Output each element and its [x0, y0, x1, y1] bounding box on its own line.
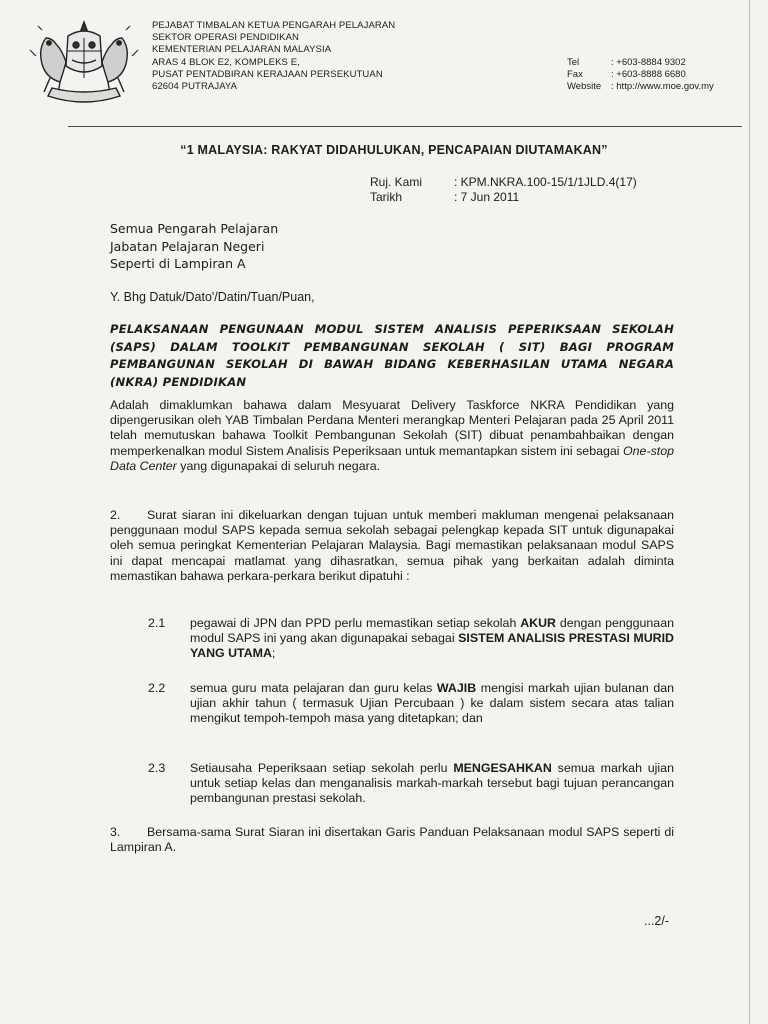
list-item: [148, 616, 674, 662]
address-line: PEJABAT TIMBALAN KETUA PENGARAH PELAJARAN: [152, 20, 396, 31]
item-text-part: Setiausaha Peperiksaan setiap sekolah perlu: [190, 761, 448, 775]
item-number: 2.1: [148, 616, 166, 630]
addressee-line: Seperti di Lampiran A: [110, 256, 246, 271]
paragraph-number: 2.: [110, 508, 121, 522]
date-value: : 7 Jun 2011: [454, 190, 520, 204]
date-row: [370, 190, 637, 205]
reference-number: : KPM.NKRA.100-15/1/1JLD.4(17): [454, 175, 637, 189]
address-line: ARAS 4 BLOK E2, KOMPLEKS E,: [152, 56, 300, 68]
paragraph-text: yang digunapakai di seluruh negara.: [180, 458, 381, 473]
item-number: 2.2: [148, 681, 166, 695]
contact-fax: [567, 69, 714, 81]
item-emphasis: WAJIB: [436, 681, 477, 695]
item-text-part: mengisi markah ujian bulanan dan ujian akhir tahun ( termasuk Ujian Percubaan ) ke dalam sistem secara atas talian mengikut tempoh-tempoh masa yang ditetapkan; dan: [190, 681, 674, 726]
item-text: [190, 681, 674, 727]
item-text-part: semua markah ujian untuk setiap kelas dan menganalisis markah-markah tersebut bagi tujuan perancangan pembangunan prestasi sekolah.: [190, 761, 674, 806]
reference-label: Ruj. Kami: [370, 175, 423, 189]
paragraph-text: Bersama-sama Surat Siaran ini disertakan Garis Panduan Pelaksanaan modul SAPS seperti di Lampiran A.: [110, 825, 674, 855]
letterhead-address: [152, 20, 395, 93]
paragraph-1: [110, 398, 674, 474]
address-line: 62604 PUTRAJAYA: [152, 81, 238, 93]
salutation: Y. Bhg Datuk/Dato'/Datin/Tuan/Puan,: [110, 290, 315, 304]
item-text-part: ;: [271, 646, 276, 661]
address-line: KEMENTERIAN PELAJARAN MALAYSIA: [152, 44, 332, 56]
item-text: [190, 761, 674, 807]
motto-text: “1 MALAYSIA: RAKYAT DIDAHULUKAN, PENCAPAIAN DIUTAMAKAN”: [180, 143, 608, 157]
contact-label: Website: [567, 81, 602, 93]
paragraph-text: Surat siaran ini dikeluarkan dengan tujuan untuk memberi makluman mengenai pelaksanaan penggunaan modul SAPS kepada semua sekolah sebagai pelengkap kepada SIT untuk digunapakai oleh semua peringkat Kementerian Pelajaran Malaysia. Bagi memastikan pelaksanaan modul SAPS ini dapat mencapai matlamat yang dihasratkan, semua pihak yang berkaitan adalah diminta memastikan bahawa perkara-perkara berikut dipatuhi :: [110, 508, 674, 583]
date-label: Tarikh: [370, 190, 403, 204]
addressee-block: [110, 220, 278, 273]
list-item: [148, 681, 674, 727]
item-emphasis: SISTEM ANALISIS PRESTASI MURID YANG UTAMA: [190, 631, 675, 661]
paragraph-3: [110, 825, 674, 855]
reference-block: [370, 175, 637, 205]
contact-label: Tel: [567, 57, 580, 68]
contact-tel: [567, 57, 714, 69]
italic-term: One-stop Data Center: [110, 443, 674, 473]
address-line: SEKTOR OPERASI PENDIDIKAN: [152, 32, 299, 44]
paragraph-text: Adalah dimaklumkan bahawa dalam Mesyuarat Delivery Taskforce NKRA Pendidikan yang dipengerusikan oleh YAB Timbalan Perdana Menteri merangkap Menteri Pelajaran pada 25 April 2011 telah memutuskan bahawa Toolkit Pembangunan Sekolah (SIT) dibuat penambahbaikan dengan memperkenalkan modul Sistem Analisis Peperiksaan untuk memantapkan sistem ini sebagai: [110, 398, 674, 458]
item-number: 2.3: [148, 761, 166, 775]
subject-heading: PELAKSANAAN PENGUNAAN MODUL SISTEM ANALISIS PEPERIKSAAN SEKOLAH (SAPS) DALAM TOOLKIT PEMBANGUNAN SEKOLAH ( SIT) BAGI PROGRAM PEMBANGUNAN SEKOLAH DI BAWAH BIDANG KEBERHASILAN UTAMA NEGARA (NKRA) PENDIDIKAN: [110, 322, 674, 389]
item-text: [190, 616, 674, 662]
item-emphasis: MENGESAHKAN: [453, 761, 552, 775]
paragraph-2: [110, 508, 674, 584]
contact-website: [567, 81, 714, 93]
address-line: PUSAT PENTADBIRAN KERAJAAN PERSEKUTUAN: [152, 68, 383, 80]
item-text-part: dengan penggunaan modul SAPS ini yang akan digunapakai sebagai: [190, 616, 674, 646]
contact-value: : +603-8888 6680: [611, 69, 686, 81]
letterhead-contacts: [567, 57, 714, 94]
item-text-part: pegawai di JPN dan PPD perlu memastikan setiap sekolah: [190, 616, 517, 630]
header-divider: [68, 126, 742, 127]
contact-value: : http://www.moe.gov.my: [611, 81, 714, 93]
addressee-line: Jabatan Pelajaran Negeri: [110, 238, 265, 254]
list-item: [148, 761, 674, 807]
contact-value: : +603-8884 9302: [611, 57, 686, 68]
reference-row: [370, 175, 637, 190]
coat-of-arms-logo: [28, 16, 140, 108]
item-text-part: semua guru mata pelajaran dan guru kelas: [190, 681, 433, 695]
motto: [0, 143, 768, 157]
page-continuation: ...2/-: [644, 914, 670, 928]
addressee-line: Semua Pengarah Pelajaran: [110, 221, 279, 236]
item-emphasis: AKUR: [520, 616, 556, 630]
contact-label: Fax: [567, 69, 583, 81]
paragraph-number: 3.: [110, 825, 121, 839]
